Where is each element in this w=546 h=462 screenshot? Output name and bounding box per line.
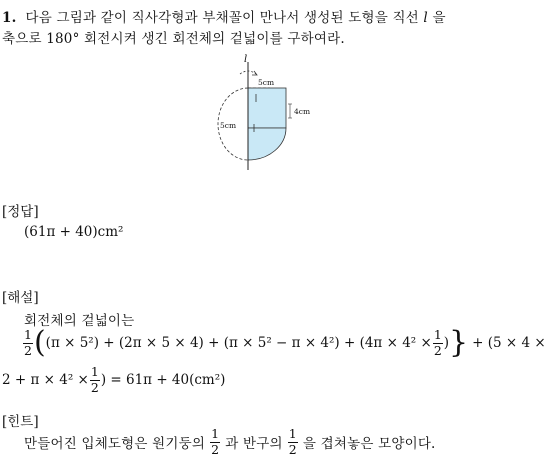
question-line-2: 축으로 180° 회전시켜 생긴 회전체의 겉넓이를 구하여라. (2, 31, 345, 47)
hint-text-3: 을 겹쳐놓은 모양이다. (302, 436, 436, 452)
hint-header: [힌트] (2, 414, 39, 430)
solution-header: [해설] (2, 290, 39, 306)
fraction-half: $\frac{1}{2}$ (288, 426, 297, 457)
axis-label: l (244, 54, 248, 65)
answer-header: [정답] (2, 204, 39, 220)
label-right: 4cm (294, 107, 311, 116)
label-left: 5cm (220, 121, 237, 130)
solution-line-1 (22, 325, 546, 360)
question-text-1a: 다음 그림과 같이 직사각형과 부채꼴이 만나서 생성된 도형을 직선 (25, 10, 419, 26)
solution-expr-2a: 2 + π × 4² × (2, 372, 89, 388)
solution-close: ) (443, 335, 450, 351)
answer-value: (61π + 40)cm² (24, 224, 124, 240)
rotation-figure (216, 54, 326, 174)
hint-line (24, 428, 436, 456)
hint-text-1: 만들어진 입체도형은 원기둥의 (24, 436, 206, 452)
solution-line-2 (2, 366, 225, 394)
solution-intro: 회전체의 겉넓이는 (24, 313, 135, 329)
question-text-1b: 을 (432, 10, 446, 26)
question-number: 1. (2, 10, 17, 26)
solution-expression: (π × 5²) + (2π × 5 × 4) + (π × 5² − π × 4²) + (4π × 4² × (45, 335, 432, 351)
arrow-head-icon (252, 71, 257, 75)
big-brace-right: } (449, 325, 469, 360)
fraction-half: $\frac{1}{2}$ (211, 426, 220, 457)
hint-text-2: 과 반구의 (225, 436, 283, 452)
solution-result: ) = 61π + 40(cm²) (100, 372, 226, 388)
question-var-l: l (423, 10, 428, 26)
question-line-1 (2, 6, 446, 26)
fraction-half: $\frac{1}{2}$ (433, 327, 442, 358)
big-paren-left: ( (33, 325, 46, 360)
solution-tail: + (5 × 4 × (472, 335, 546, 351)
fraction-half: $\frac{1}{2}$ (90, 364, 99, 395)
sector-shape (248, 128, 286, 160)
fraction-half: $\frac{1}{2}$ (24, 327, 32, 358)
label-top: 5cm (258, 78, 275, 87)
rectangle-shape (248, 88, 286, 128)
